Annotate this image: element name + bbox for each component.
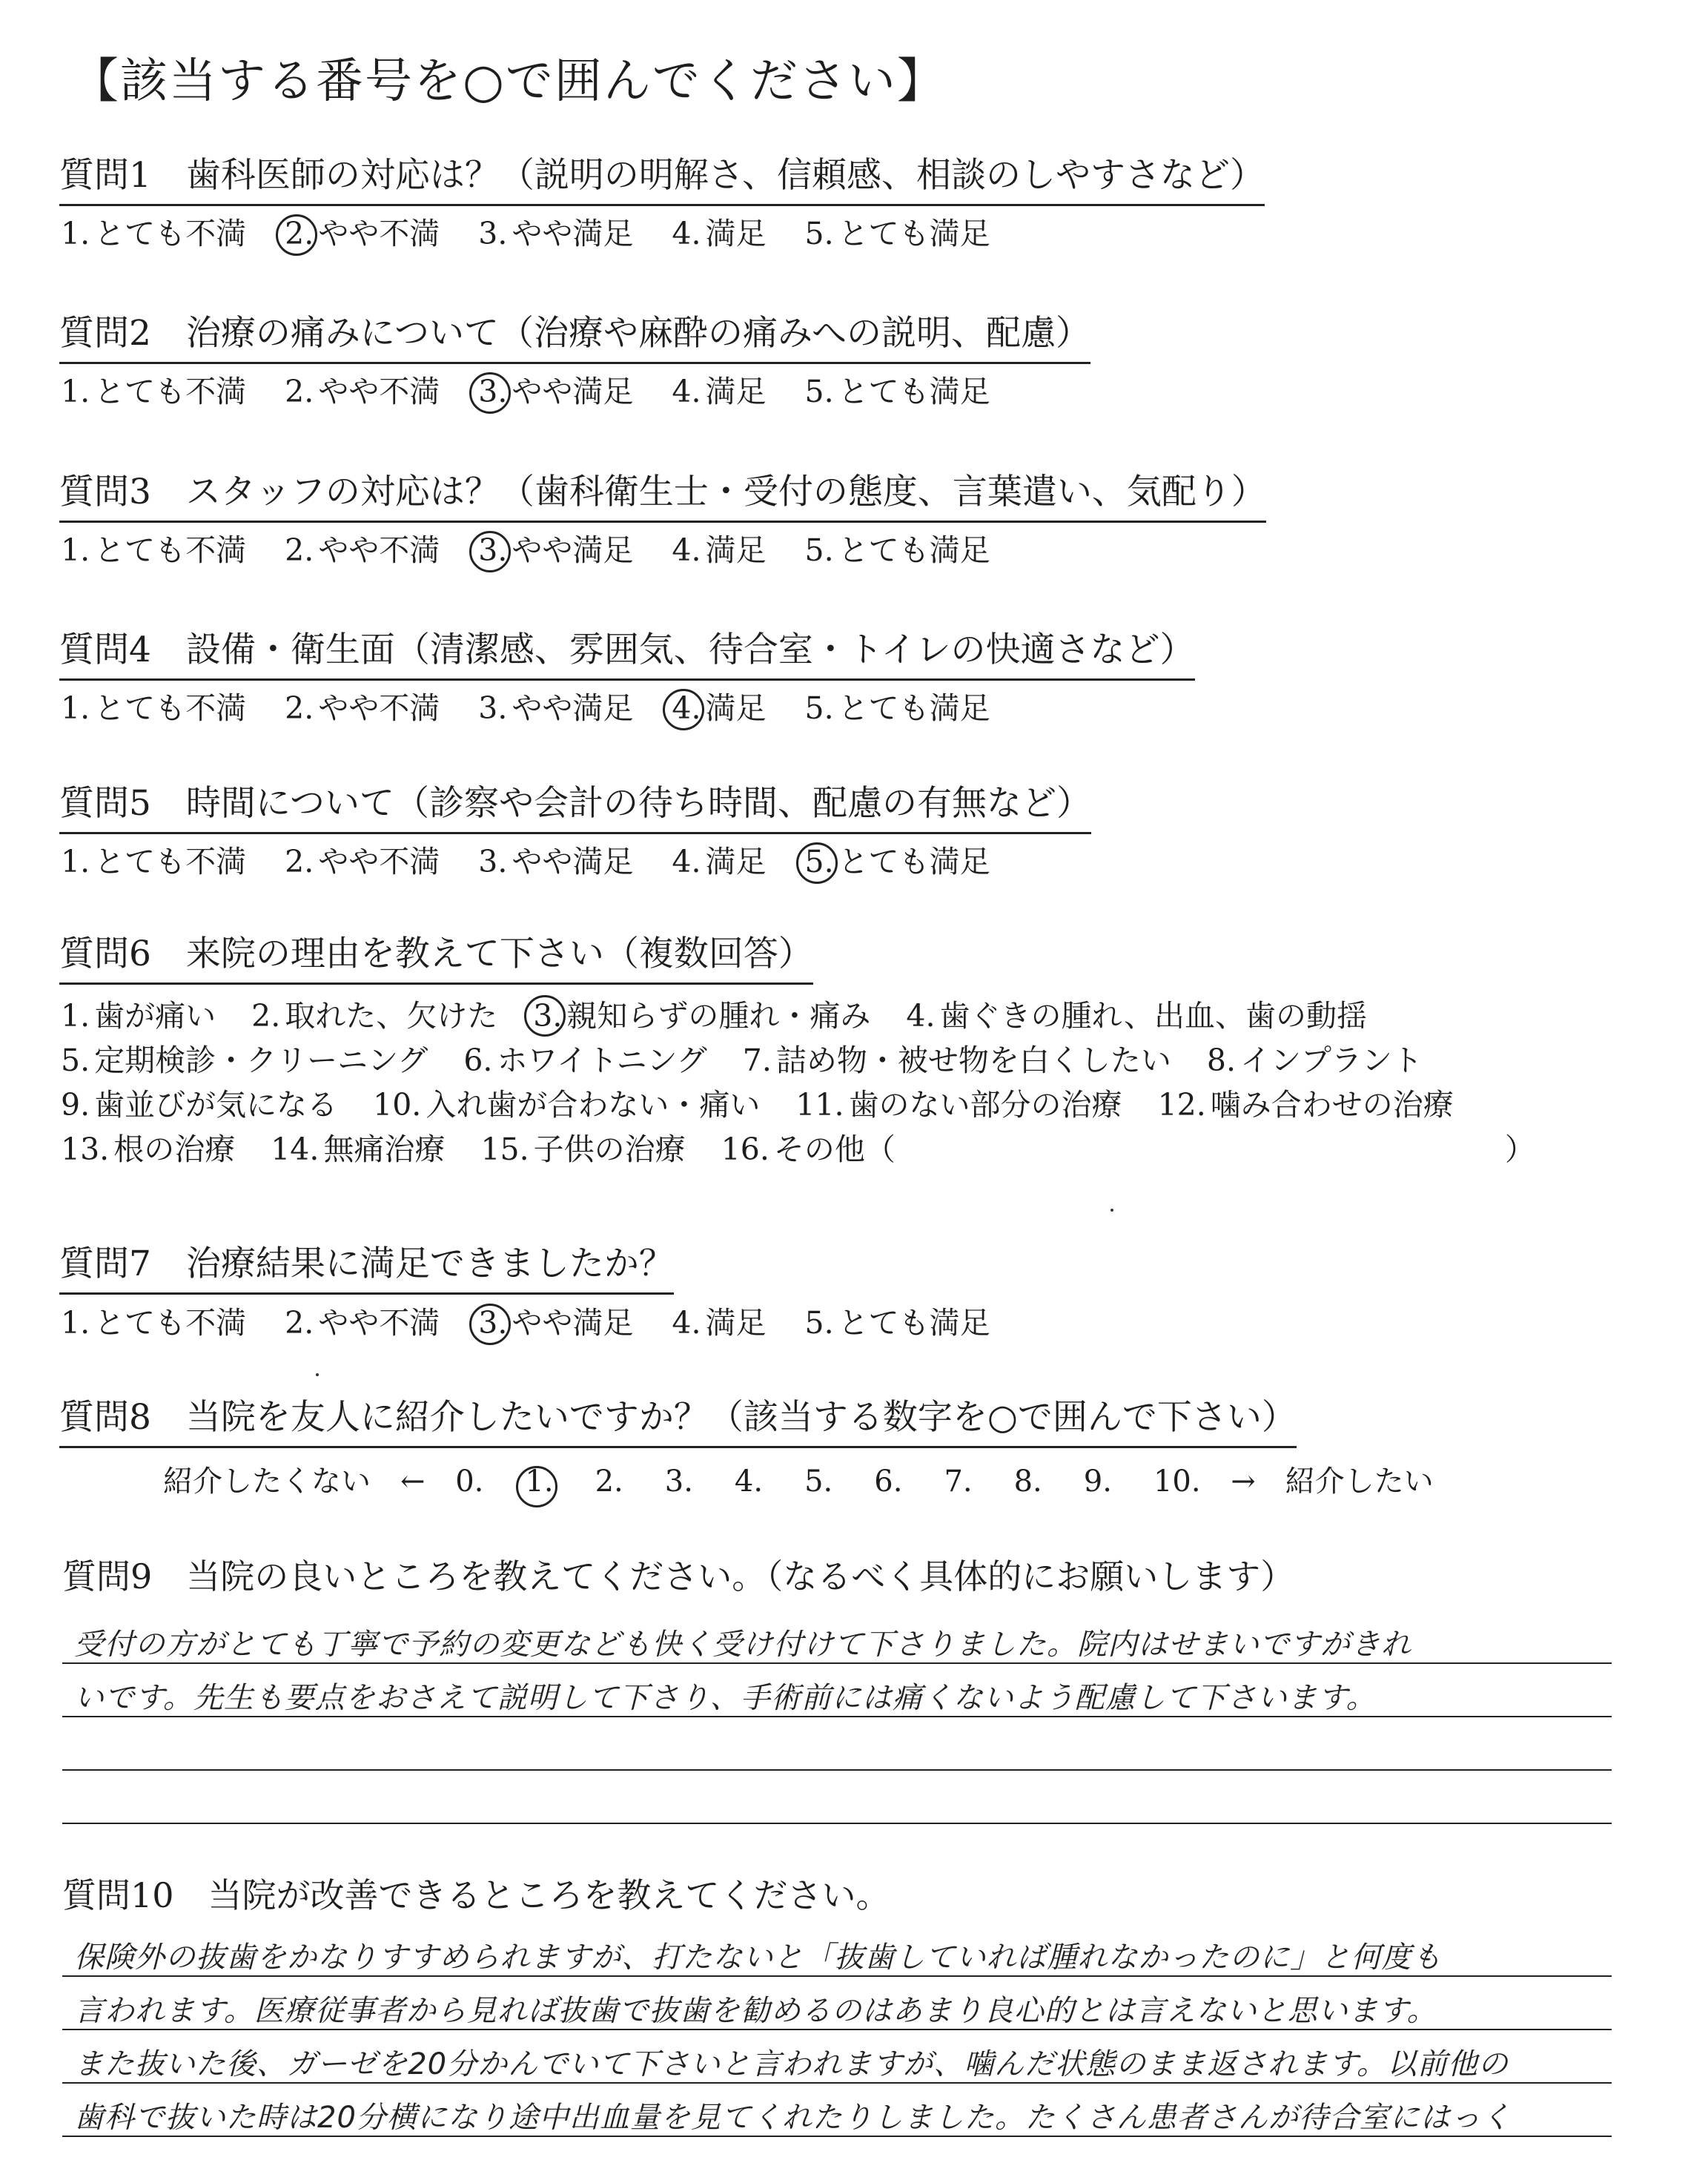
option[interactable] (280, 1302, 440, 1344)
q6-heading: 質問6 来院の理由を教えて下さい（複数回答） (59, 931, 813, 985)
option-label: とても不満 (94, 532, 247, 568)
scan-speck (316, 1373, 319, 1376)
handwritten-answer-line[interactable]: 言われます。医療従事者から見れば抜歯で抜歯を勧めるのはあまり良心的とは言えないと思います。 (74, 1994, 1437, 2028)
scale-option[interactable] (1149, 1464, 1205, 1499)
scale-number: 7. (944, 1464, 973, 1499)
option[interactable] (801, 371, 990, 412)
other-close-paren: ） (1504, 1132, 1535, 1167)
question-options (56, 529, 1025, 571)
option-number: 2. (285, 1305, 314, 1341)
option-label: 満足 (705, 532, 767, 568)
scale-number: 3. (664, 1464, 693, 1499)
option[interactable] (56, 371, 246, 412)
option[interactable] (667, 841, 766, 882)
option-number: 5. (804, 374, 834, 409)
option[interactable] (56, 1127, 235, 1172)
option-number: 8. (1206, 1043, 1236, 1078)
option[interactable] (1202, 1038, 1423, 1083)
q6-row (56, 1038, 1535, 1083)
option[interactable] (667, 1302, 766, 1344)
option[interactable] (247, 994, 497, 1038)
option-label: 根の治療 (113, 1132, 236, 1167)
option[interactable] (738, 1038, 1171, 1083)
option-label: 歯ぐきの腫れ、出血、歯の動揺 (939, 998, 1367, 1034)
q8-left-label: 紹介したくない ← (163, 1464, 426, 1499)
option-number: 5. (804, 216, 834, 251)
scale-number: 5. (804, 1464, 833, 1499)
option[interactable] (280, 841, 440, 882)
option[interactable] (56, 529, 246, 571)
option-number: 1. (61, 216, 90, 251)
option-number: 4. (672, 216, 701, 251)
scale-option[interactable] (661, 1464, 698, 1499)
scale-option[interactable] (800, 1464, 837, 1499)
scale-number: 0. (455, 1464, 484, 1499)
option-number: 2. (285, 690, 314, 726)
option-label: 無痛治療 (323, 1132, 446, 1167)
option-number: 5. (804, 1305, 834, 1341)
option-number: 2. (285, 844, 314, 879)
handwritten-answer-line[interactable]: 歯科で抜いた時は20分横になり途中出血量を見てくれたりしました。たくさん患者さんが待合室にはっく (74, 2101, 1512, 2135)
scale-number: 9. (1083, 1464, 1112, 1499)
option[interactable] (717, 1127, 896, 1172)
option[interactable] (791, 1083, 1122, 1127)
q6-row (56, 1083, 1535, 1127)
scale-number: 4. (734, 1464, 764, 1499)
option-number: 4. (672, 1305, 701, 1341)
option[interactable] (667, 687, 766, 729)
scale-option[interactable] (730, 1464, 767, 1499)
scale-number: 10. (1153, 1464, 1201, 1499)
option[interactable] (474, 529, 633, 571)
q7-heading: 質問7 治療結果に満足できましたか？ (59, 1241, 674, 1295)
option[interactable] (801, 1302, 990, 1344)
option-label: 入れ歯が合わない・痛い (426, 1087, 761, 1123)
option[interactable] (56, 687, 246, 729)
option-label: とても不満 (94, 690, 247, 726)
ruled-line (62, 1823, 1612, 1824)
question-heading: 質問5 時間について（診察や会計の待ち時間、配慮の有無など） (59, 780, 1091, 834)
option-number: 1. (61, 844, 90, 879)
option[interactable] (56, 994, 216, 1038)
option-number: 4. (667, 687, 705, 729)
question-options (56, 371, 1025, 412)
q10-heading: 質問10 当院が改善できるところを教えてください。 (62, 1875, 890, 1915)
option[interactable] (56, 1302, 246, 1344)
question-options (56, 841, 1025, 882)
q8-heading: 質問8 当院を友人に紹介したいですか？（該当する数字を○で囲んで下さい） (59, 1394, 1297, 1448)
option-number: 15. (480, 1132, 529, 1167)
option-number: 9. (61, 1087, 90, 1123)
q6-row (56, 1127, 1535, 1172)
q7-options (56, 1302, 1025, 1344)
option-label: やや不満 (318, 844, 440, 879)
option-number: 10. (373, 1087, 422, 1123)
handwritten-answer-line[interactable]: 保険外の抜歯をかなりすすめられますが、打たないと「抜歯していれば腫れなかったのに」と何度も (74, 1941, 1443, 1975)
option-number: 16. (721, 1132, 769, 1167)
q6-row (56, 994, 1535, 1038)
option-label: その他（ (773, 1132, 896, 1167)
question-heading: 質問3 スタッフの対応は？（歯科衛生士・受付の態度、言葉遣い、気配り） (59, 469, 1266, 523)
option[interactable] (476, 1127, 685, 1172)
question-options (56, 213, 1025, 254)
q8-scale (163, 1458, 1434, 1500)
option-number: 1. (61, 690, 90, 726)
option-number: 14. (271, 1132, 320, 1167)
option[interactable] (801, 687, 990, 729)
option-number: 3. (478, 690, 508, 726)
option-label: 定期検診・クリーニング (94, 1043, 428, 1078)
scan-speck (1110, 1209, 1113, 1212)
option-label: とても満足 (838, 532, 990, 568)
option-label: 満足 (705, 690, 767, 726)
option-label: 満足 (705, 374, 767, 409)
option-label: やや満足 (512, 690, 634, 726)
option-label: 噛み合わせの治療 (1210, 1087, 1454, 1123)
option-label: やや満足 (512, 374, 634, 409)
ruled-line (62, 1769, 1612, 1771)
option-number: 3. (474, 1302, 512, 1344)
handwritten-answer-line[interactable]: 受付の方がとても丁寧で予約の変更なども快く受け付けて下さりました。院内はせまいですがきれ (74, 1628, 1411, 1662)
scale-option[interactable] (520, 1464, 557, 1499)
scale-option[interactable] (591, 1464, 628, 1499)
option-number: 2. (285, 374, 314, 409)
option-label: 歯並びが気になる (94, 1087, 338, 1123)
option-label: とても満足 (838, 690, 990, 726)
option-label: やや不満 (318, 690, 440, 726)
option-label: 詰め物・被せ物を白くしたい (775, 1043, 1171, 1078)
handwritten-answer-line[interactable]: また抜いた後、ガーゼを20分かんでいて下さいと言われますが、噛んだ状態のまま返されます。以前他の (74, 2047, 1509, 2081)
option[interactable] (459, 1038, 706, 1083)
option[interactable] (474, 841, 633, 882)
option-number: 3. (474, 529, 512, 571)
option-label: やや満足 (512, 532, 634, 568)
option-number: 4. (672, 532, 701, 568)
scale-number: 6. (874, 1464, 903, 1499)
option-number: 1. (61, 532, 90, 568)
option-number: 13. (61, 1132, 110, 1167)
option-label: とても不満 (94, 216, 247, 251)
option-label: とても満足 (838, 844, 990, 879)
option-number: 5. (61, 1043, 90, 1078)
option-number: 5. (804, 690, 834, 726)
scale-option[interactable] (1079, 1464, 1116, 1499)
option-label: とても満足 (838, 374, 990, 409)
scale-option[interactable] (1010, 1464, 1047, 1499)
option-label: やや不満 (318, 532, 440, 568)
option-label: やや満足 (512, 844, 634, 879)
option-label: 歯のない部分の治療 (848, 1087, 1122, 1123)
q6-options (56, 994, 1535, 1172)
question-heading: 質問4 設備・衛生面（清潔感、雰囲気、待合室・トイレの快適さなど） (59, 627, 1195, 681)
option[interactable] (474, 1302, 633, 1344)
option-number: 6. (463, 1043, 493, 1078)
option-label: やや不満 (318, 1305, 440, 1341)
scale-option[interactable] (451, 1464, 488, 1499)
scale-number: 2. (595, 1464, 623, 1499)
option[interactable] (280, 529, 440, 571)
option-number: 1. (61, 998, 90, 1034)
question-options (56, 687, 1025, 729)
handwritten-answer-line[interactable]: いです。先生も要点をおさえて説明して下さり、手術前には痛くないよう配慮して下さいます。 (74, 1681, 1377, 1715)
option-label: とても不満 (94, 374, 247, 409)
option[interactable] (56, 1038, 428, 1083)
option-number: 4. (906, 998, 936, 1034)
option[interactable] (56, 841, 246, 882)
q9-heading: 質問9 当院の良いところを教えてください。（なるべく具体的にお願いします） (62, 1556, 1295, 1596)
option-number: 2. (280, 213, 318, 254)
option[interactable] (280, 213, 440, 254)
option[interactable] (801, 841, 990, 882)
question-heading: 質問2 治療の痛みについて（治療や麻酔の痛みへの説明、配慮） (59, 310, 1090, 364)
option[interactable] (667, 213, 766, 254)
option-number: 5. (804, 532, 834, 568)
option-label: 満足 (705, 1305, 767, 1341)
option[interactable] (368, 1083, 760, 1127)
option[interactable] (667, 529, 766, 571)
option-number: 5. (801, 841, 838, 882)
option-label: やや不満 (318, 374, 440, 409)
option[interactable] (474, 213, 633, 254)
option-number: 7. (742, 1043, 772, 1078)
option-number: 12. (1157, 1087, 1206, 1123)
page-title: 【該当する番号を○で囲んでください】 (71, 54, 946, 109)
option-label: とても満足 (838, 216, 990, 251)
option-number: 3. (478, 216, 508, 251)
option-label: とても不満 (94, 844, 247, 879)
option-label: 親知らずの腫れ・痛み (566, 998, 871, 1034)
option[interactable] (801, 213, 990, 254)
option[interactable] (56, 1083, 337, 1127)
scale-number: 1. (520, 1464, 557, 1499)
question-heading: 質問1 歯科医師の対応は？（説明の明解さ、信頼感、相談のしやすさなど） (59, 152, 1265, 206)
option-number: 3. (474, 371, 512, 412)
option-label: 取れた、欠けた (285, 998, 498, 1034)
option-number: 2. (251, 998, 281, 1034)
option-label: とても満足 (838, 1305, 990, 1341)
option[interactable] (474, 687, 633, 729)
option[interactable] (266, 1127, 445, 1172)
option-label: 子供の治療 (533, 1132, 686, 1167)
option-number: 4. (672, 844, 701, 879)
option[interactable] (801, 529, 990, 571)
option-number: 1. (61, 374, 90, 409)
option-label: やや満足 (512, 216, 634, 251)
option[interactable] (667, 371, 766, 412)
scale-number: 8. (1013, 1464, 1042, 1499)
option-label: 満足 (705, 216, 767, 251)
option-number: 11. (795, 1087, 844, 1123)
option-number: 2. (285, 532, 314, 568)
option-label: やや満足 (512, 1305, 634, 1341)
scale-option[interactable] (939, 1464, 976, 1499)
option-label: やや不満 (318, 216, 440, 251)
option-number: 3. (478, 844, 508, 879)
option[interactable] (901, 994, 1367, 1038)
scale-option[interactable] (870, 1464, 907, 1499)
option[interactable] (474, 371, 633, 412)
option-label: ホワイトニング (497, 1043, 707, 1078)
option-label: とても不満 (94, 1305, 247, 1341)
option-label: 歯が痛い (94, 998, 216, 1034)
option[interactable] (529, 994, 870, 1038)
option-number: 4. (672, 374, 701, 409)
option[interactable] (56, 213, 246, 254)
option[interactable] (280, 687, 440, 729)
option[interactable] (1153, 1083, 1454, 1127)
q8-right-label: → 紹介したい (1231, 1464, 1434, 1499)
option-label: 満足 (705, 844, 767, 879)
option-number: 1. (61, 1305, 90, 1341)
option[interactable] (280, 371, 440, 412)
option-label: インプラント (1240, 1043, 1423, 1078)
option-number: 3. (529, 994, 566, 1038)
